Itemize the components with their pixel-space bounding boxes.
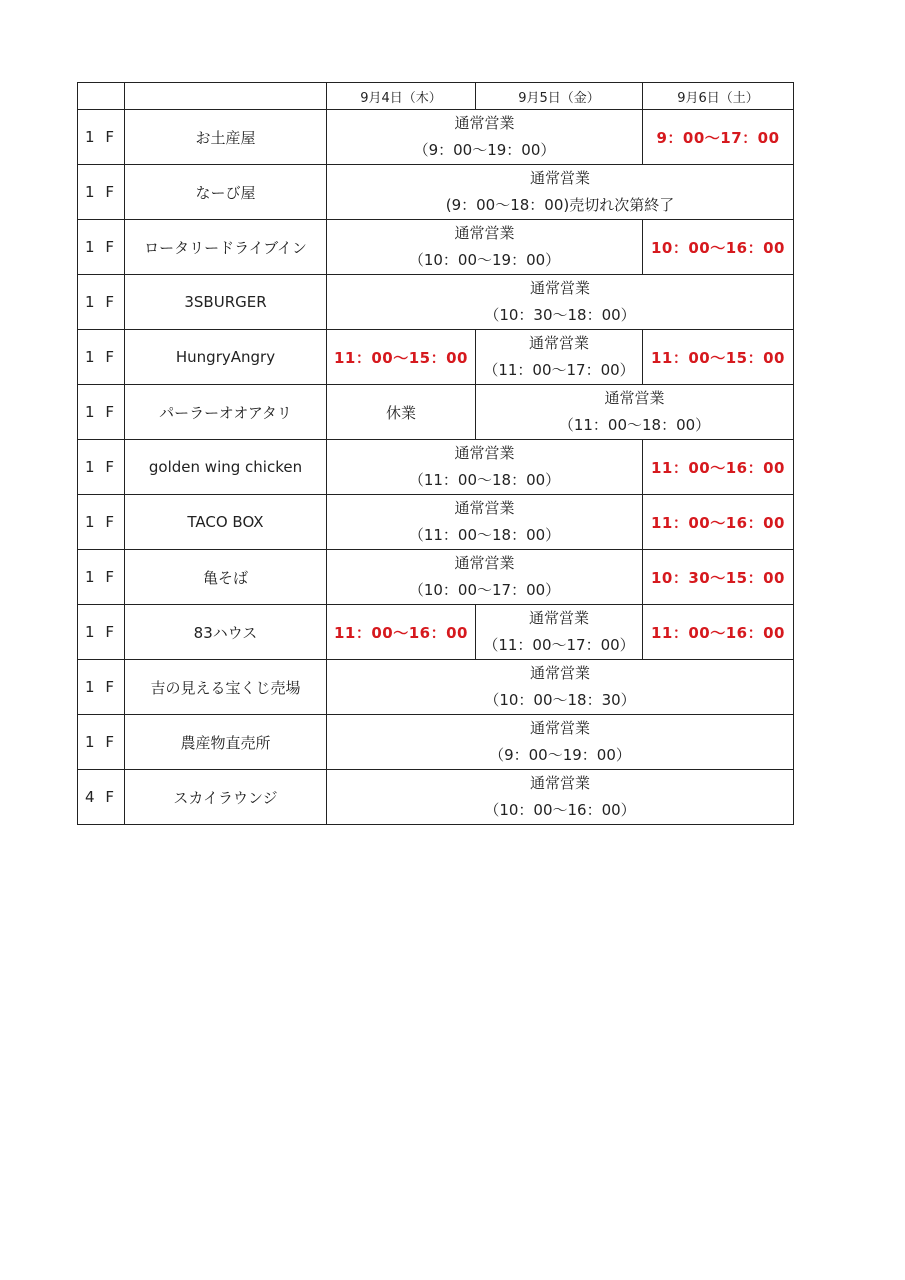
- hours-cell-all: [327, 275, 794, 330]
- store-name: スカイラウンジ: [125, 770, 327, 825]
- table-row: [78, 165, 794, 220]
- table-row: [78, 110, 794, 165]
- hours-cell-thu-fri: [327, 550, 643, 605]
- hours-cell-thu-fri: [327, 495, 643, 550]
- hours-text: （10：00〜18：30）: [484, 691, 636, 709]
- table-row: [78, 495, 794, 550]
- table-row: [78, 385, 794, 440]
- thu-closed: 休業: [327, 385, 476, 440]
- hours-cell-fri: [476, 605, 643, 660]
- floor-cell: 1 F: [78, 495, 125, 550]
- store-name: 3SBURGER: [125, 275, 327, 330]
- floor-cell: 1 F: [78, 330, 125, 385]
- hours-text: （11：00〜17：00）: [483, 361, 635, 379]
- floor-cell: 1 F: [78, 110, 125, 165]
- store-name: なーび屋: [125, 165, 327, 220]
- store-name: golden wing chicken: [125, 440, 327, 495]
- sat-special-hours: 11：00〜16：00: [643, 605, 794, 660]
- status-label: 通常営業: [528, 334, 589, 352]
- table-row: [78, 605, 794, 660]
- store-name: 農産物直売所: [125, 715, 327, 770]
- floor-cell: 1 F: [78, 715, 125, 770]
- hours-cell-all: [327, 715, 794, 770]
- hours-text: （9：00〜19：00）: [413, 141, 556, 159]
- store-name: パーラーオオアタリ: [125, 385, 327, 440]
- store-name: お土産屋: [125, 110, 327, 165]
- hours-text: （10：00〜16：00）: [484, 801, 636, 819]
- status-label: 通常営業: [529, 279, 590, 297]
- table-row: [78, 220, 794, 275]
- floor-cell: 1 F: [78, 385, 125, 440]
- store-name: 83ハウス: [125, 605, 327, 660]
- status-label: 通常営業: [454, 499, 515, 517]
- floor-cell: 1 F: [78, 275, 125, 330]
- store-name: 亀そば: [125, 550, 327, 605]
- sat-special-hours: 10：00〜16：00: [643, 220, 794, 275]
- hours-cell-all: [327, 660, 794, 715]
- header-day-thu: 9月4日（木）: [327, 83, 476, 110]
- store-name: HungryAngry: [125, 330, 327, 385]
- store-name: 吉の見える宝くじ売場: [125, 660, 327, 715]
- sat-special-hours: 11：00〜15：00: [643, 330, 794, 385]
- thu-special-hours: 11：00〜15：00: [327, 330, 476, 385]
- floor-cell: 4 F: [78, 770, 125, 825]
- hours-text: （10：00〜17：00）: [408, 581, 561, 599]
- status-label: 通常営業: [454, 224, 515, 242]
- header-day-fri: 9月5日（金）: [476, 83, 643, 110]
- hours-text: （9：00〜19：00）: [489, 746, 631, 764]
- hours-text: (9：00〜18：00)売切れ次第終了: [445, 196, 675, 214]
- floor-cell: 1 F: [78, 165, 125, 220]
- sat-special-hours: 11：00〜16：00: [643, 440, 794, 495]
- table-row: [78, 275, 794, 330]
- table-row: [78, 550, 794, 605]
- hours-cell-thu-fri: [327, 440, 643, 495]
- table-row: [78, 770, 794, 825]
- store-name: ロータリードライブイン: [125, 220, 327, 275]
- status-label: 通常営業: [454, 444, 515, 462]
- hours-cell-thu-fri: [327, 220, 643, 275]
- store-name: TACO BOX: [125, 495, 327, 550]
- hours-cell-all: [327, 770, 794, 825]
- status-label: 通常営業: [454, 114, 515, 132]
- table-row: [78, 715, 794, 770]
- floor-cell: 1 F: [78, 220, 125, 275]
- status-label: 通常営業: [454, 554, 515, 572]
- floor-cell: 1 F: [78, 605, 125, 660]
- floor-cell: 1 F: [78, 440, 125, 495]
- header-store-cell: [125, 83, 327, 110]
- table-row: [78, 440, 794, 495]
- sat-special-hours: 10：30〜15：00: [643, 550, 794, 605]
- table-row: [78, 660, 794, 715]
- hours-text: （10：00〜19：00）: [408, 251, 561, 269]
- header-floor-cell: [78, 83, 125, 110]
- table-row: [78, 330, 794, 385]
- floor-cell: 1 F: [78, 550, 125, 605]
- hours-text: （11：00〜18：00）: [408, 526, 561, 544]
- status-label: 通常営業: [529, 664, 590, 682]
- hours-text: （11：00〜18：00）: [408, 471, 561, 489]
- status-label: 通常営業: [528, 609, 589, 627]
- sat-special-hours: 11：00〜16：00: [643, 495, 794, 550]
- hours-text: （11：00〜17：00）: [483, 636, 635, 654]
- hours-cell-fri: [476, 330, 643, 385]
- sat-special-hours: 9：00〜17：00: [643, 110, 794, 165]
- hours-text: （11：00〜18：00）: [558, 416, 711, 434]
- hours-cell-fri-sat: [476, 385, 794, 440]
- status-label: 通常営業: [529, 774, 590, 792]
- header-day-sat: 9月6日（土）: [643, 83, 794, 110]
- status-label: 通常営業: [529, 719, 590, 737]
- hours-text: （10：30〜18：00）: [484, 306, 636, 324]
- status-label: 通常営業: [529, 169, 590, 187]
- hours-cell-all: [327, 165, 794, 220]
- thu-special-hours: 11：00〜16：00: [327, 605, 476, 660]
- hours-cell-thu-fri: [327, 110, 643, 165]
- schedule-table: [77, 82, 794, 825]
- floor-cell: 1 F: [78, 660, 125, 715]
- header-row: [78, 83, 794, 110]
- status-label: 通常営業: [604, 389, 665, 407]
